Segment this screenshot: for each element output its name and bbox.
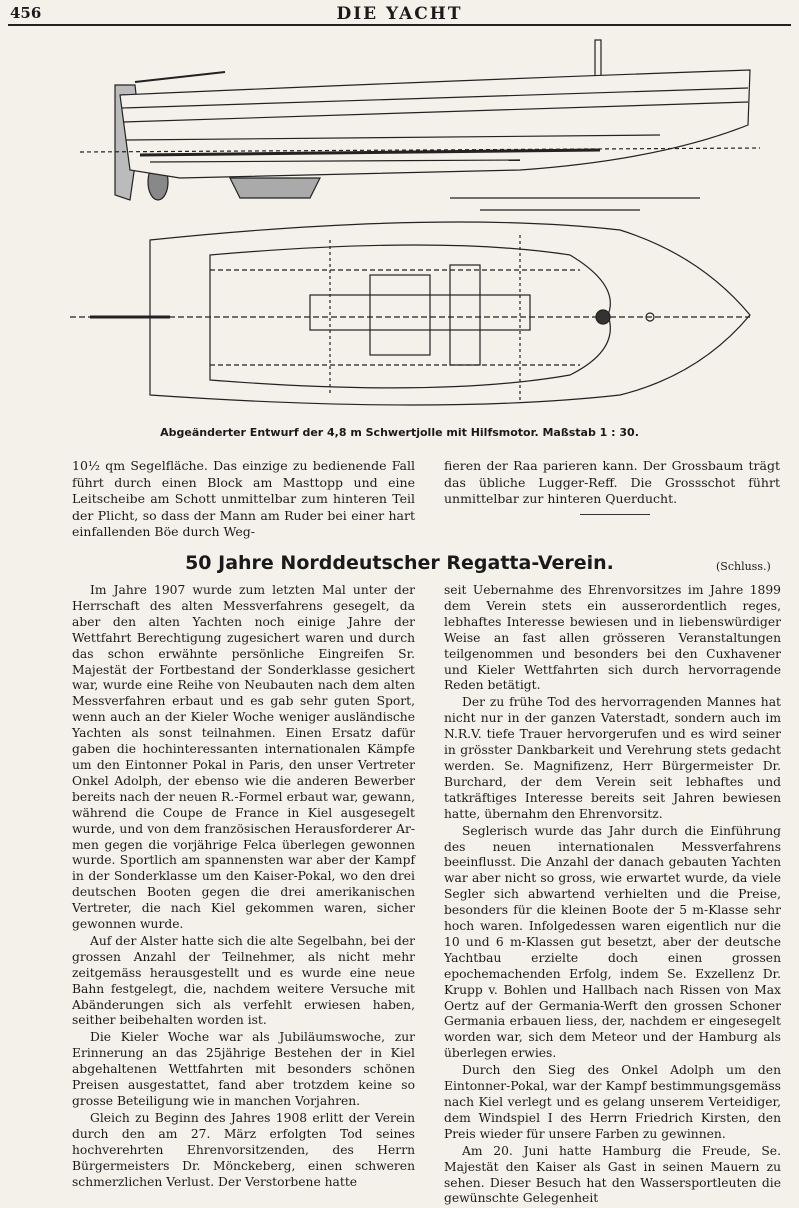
article-continuation-note: (Schluss.)	[716, 560, 771, 573]
mast-step	[596, 310, 610, 324]
header-rule	[8, 24, 791, 26]
article-title: 50 Jahre Norddeutscher Regatta-Verein.	[185, 552, 614, 574]
article-column-left	[72, 583, 415, 1191]
boom	[135, 72, 225, 82]
paragraph: Die Kieler Woche war als Jubiläumswoche, zur Erinnerung an das 25jährige Bestehen der in Kiel abgehaltenen Wettfahrten mit besonders schönen Preisen ausgestattet, fand aber trotzdem keine so grosse Beteiligung wie in manchen Vorjahren.	[72, 1030, 415, 1108]
boat-side-elevation	[80, 40, 760, 210]
boat-drawing	[60, 30, 760, 420]
intro-text-right: fieren der Raa parieren kann. Der Grossbaum trägt das übliche Lugger-Reff. Die Grossschot führt unmittelbar zur hinteren Querducht.	[444, 458, 780, 506]
paragraph: Seglerisch wurde das Jahr durch die Einführung des neuen internationalen Messverfahrens beeinflusst. Die Anzahl der danach gebauten Yachten war aber nicht so gross, wie erwartet wurde, da viele Segler sich abwartend verhielten und die Preise, besonders für die kleinen Boote der 5 m-Klasse sehr hoch waren. Infolgedessen waren eigentlich nur die 10 und 6 m-Klassen gut besetzt, aber der deutsche Yachtbau erzielte doch einen grossen epochemachenden Erfolg, indem Se. Exzellenz Dr. Krupp v. Bohlen und Hallbach nach Rissen von Max Oertz auf der Germania-Werft den grossen Schoner Germania erbauen liess, der, nachdem er eingesegelt worden war, sich dem Meteor und der Hamburg als überlegen erwies.	[444, 823, 781, 1061]
paragraph: Im Jahre 1907 wurde zum letzten Mal unter der Herrschaft des alten Messverfahrens gesegelt, da aber den alten Yachten noch einige Jahre der Wettfahrt Berechtigung zugesichert waren und durch das schon erwähnte persönliche Eingreifen Sr. Majestät der Fortbestand der Sonderklasse gesichert war, wurde eine Reihe von Neubauten nach dem alten Messverfahren erbaut und es gab sehr guten Sport, wenn auch an der Kieler Woche weniger ausländische Yachten als sonst teilnahmen. Einen Ersatz dafür gaben die hochinteressanten internationalen Kämpfe um den Eintonner Pokal in Paris, den unser Vertreter Onkel Adolph, der ebenso wie die anderen Bewerber bereits nach der neuen R.-Formel erbaut war, gewann, während die Coupe de France in Kiel ausgesegelt wurde, und von dem französischen Herausforderer Ar-men gegen die vorjährige Felca überlegen gewonnen wurde. Sportlich am spannensten war aber der Kampf in der Sonderklasse um den Kaiser-Pokal, wo den drei deutschen Booten gegen die drei amerikanischen Vertreter, die nach Kiel gekommen waren, sicher gewonnen wurde.	[72, 583, 415, 932]
paragraph: seit Uebernahme des Ehrenvorsitzes im Jahre 1899 dem Verein stets ein ausserordentlich reges, lebhaftes Interesse bewiesen und in liebenswürdiger Weise an fast allen grösseren Veranstaltungen teilgenommen und besonders bei den Cuxhavener und Kieler Wettfahrten sich durch hervorragende Reden betätigt.	[444, 583, 781, 693]
paragraph: Gleich zu Beginn des Jahres 1908 erlitt der Verein durch den am 27. März erfolgten Tod seines hochverehrten Ehrenvorsitzenden, des Herrn Bürgermeisters Dr. Mönckeberg, einen schweren schmerzlichen Verlust. Der Verstorbene hatte	[72, 1110, 415, 1189]
paragraph: Durch den Sieg des Onkel Adolph um den Eintonner-Pokal, war der Kampf bestimmungsgemäss nach Kiel verlegt und es gelang unserem Verteidiger, dem Windspiel I des Herrn Friedrich Kirsten, den Preis wieder für unsere Farben zu gewinnen.	[444, 1063, 781, 1141]
boat-plan-view	[70, 222, 750, 405]
intro-text-left: 10½ qm Segelfläche. Das einzige zu bedienende Fall führt durch einen Block am Masttopp und eine Leitscheibe am Schott unmittelbar zum hinteren Teil der Plicht, so dass der Mann am Ruder bei einer hart einfallenden Böe durch Weg-	[72, 458, 415, 539]
paragraph: Auf der Alster hatte sich die alte Segelbahn, bei der grossen Anzahl der Teilnehmer, als nicht mehr zeitgemäss herausgestellt und es wurde eine neue Bahn festgelegt, die, nachdem weitere Versuche mit Abänderungen sich als verfehlt erwiesen haben, seither beibehalten worden ist.	[72, 933, 415, 1028]
running-title: DIE YACHT	[336, 4, 463, 24]
figure-caption: Abgeänderter Entwurf der 4,8 m Schwertjolle mit Hilfsmotor. Maßstab 1 : 30.	[160, 426, 639, 439]
section-divider	[580, 514, 650, 515]
paragraph: Der zu frühe Tod des hervorragenden Mannes hat nicht nur in der ganzen Vaterstadt, sondern auch im N.R.V. tiefe Trauer hervorgerufen und es wird seiner in grösster Dankbarkeit und Verehrung stets gedacht werden. Se. Magnifizenz, Herr Bürgermeister Dr. Burchard, der dem Verein seit lebhaftes und tatkräftiges Interesse bereits seit Jahren bewiesen hatte, übernahm den Ehrenvorsitz.	[444, 695, 781, 821]
article-column-right	[444, 583, 781, 1208]
paragraph: Am 20. Juni hatte Hamburg die Freude, Se. Majestät den Kaiser als Gast in seinen Mauern zu sehen. Dieser Besuch hat den Wassersportleuten die gewünschte Gelegenheit	[444, 1143, 781, 1206]
page-number: 456	[10, 4, 42, 22]
boat-plans-svg	[60, 30, 760, 420]
